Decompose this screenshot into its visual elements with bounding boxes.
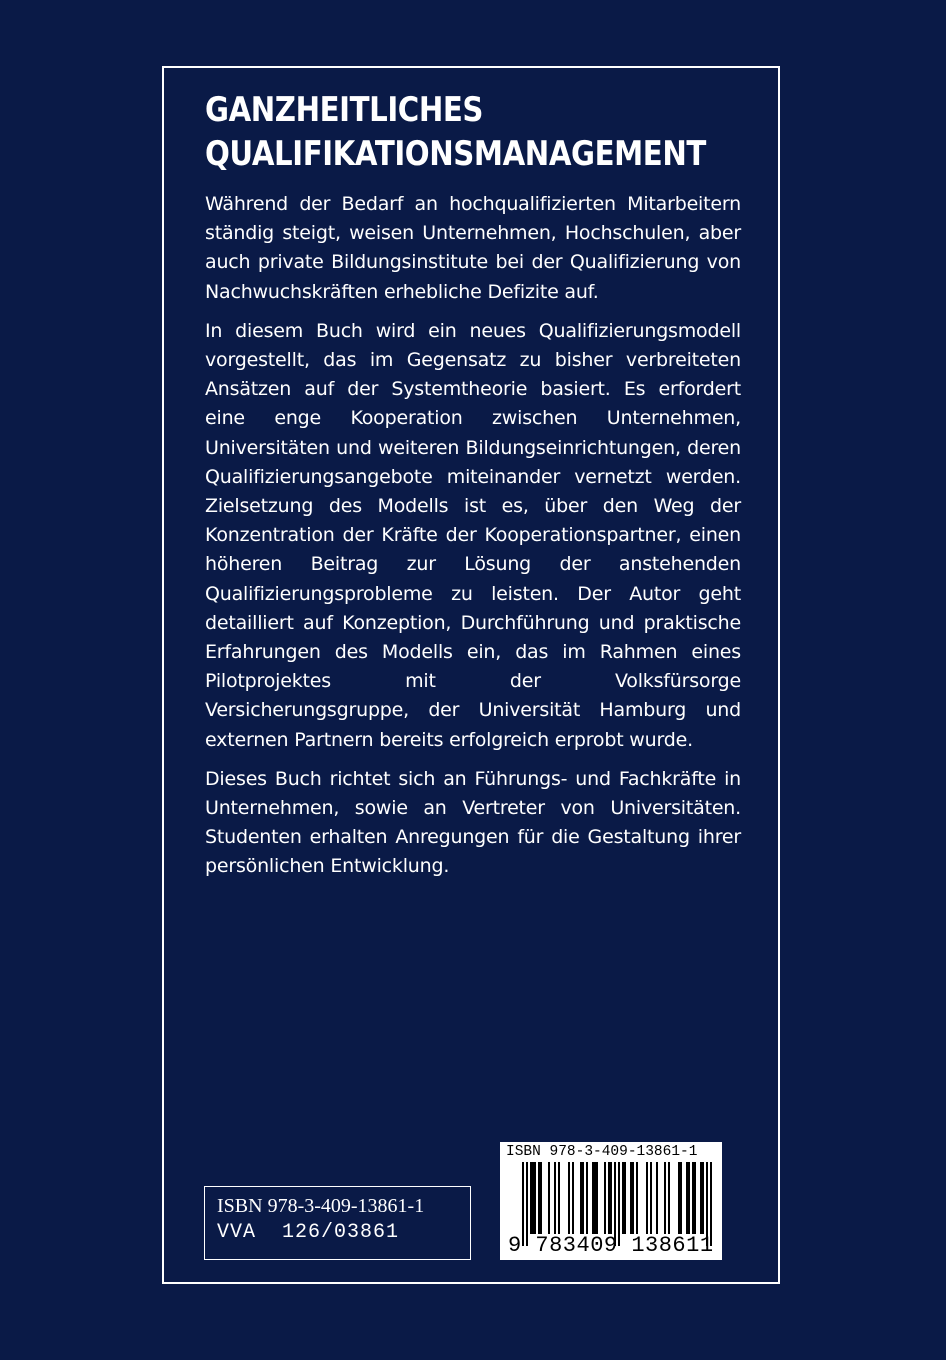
barcode-bar xyxy=(530,1162,532,1234)
barcode-bar xyxy=(572,1162,574,1234)
barcode-bar xyxy=(582,1162,584,1234)
barcode-bar xyxy=(608,1162,610,1234)
blurb-paragraph-3: Dieses Buch richtet sich an Führungs- und Fachkräfte in Unternehmen, sowie an Vertreter von Universitäten. Studenten erhalten Anregungen für die Gestaltung ihrer persönlichen Entwicklung. xyxy=(205,767,741,878)
barcode-bar xyxy=(592,1162,594,1234)
barcode-bar xyxy=(678,1162,680,1234)
vva-number: VVA 126/03861 xyxy=(217,1221,400,1244)
blurb-paragraph-1: Während der Bedarf an hochqualifizierten Mitarbeitern ständig steigt, weisen Unternehmen, Hochschulen, aber auch private Bildungsinstitute bei der Qualifizierung von Nachwuchskräften erhebliche Defizite auf. xyxy=(205,193,741,303)
barcode-bar xyxy=(668,1162,670,1234)
barcode-bar xyxy=(650,1162,652,1234)
barcode-bar xyxy=(594,1162,596,1234)
ean-barcode xyxy=(500,1142,722,1260)
barcode-bar xyxy=(636,1162,638,1234)
blurb xyxy=(205,190,741,892)
barcode-bar xyxy=(548,1162,550,1234)
barcode-bar xyxy=(646,1162,648,1234)
barcode-isbn-label: ISBN 978-3-409-13861-1 xyxy=(506,1144,698,1160)
isbn-text: ISBN 978-3-409-13861-1 xyxy=(217,1195,425,1217)
barcode-bar xyxy=(568,1162,570,1234)
barcode-bar xyxy=(692,1162,694,1234)
barcode-bar xyxy=(558,1162,560,1234)
barcode-bar xyxy=(664,1162,666,1234)
barcode-bar xyxy=(538,1162,540,1234)
barcode-bar xyxy=(686,1162,688,1234)
barcode-bar xyxy=(580,1162,582,1234)
barcode-bar xyxy=(622,1162,624,1234)
barcode-bar xyxy=(610,1162,612,1234)
isbn-info-box xyxy=(204,1186,471,1260)
barcode-digits: 9 783409 138611 xyxy=(508,1233,714,1258)
barcode-bar xyxy=(702,1162,704,1234)
barcode-bar xyxy=(700,1162,702,1234)
barcode-bar xyxy=(624,1162,626,1234)
barcode-bar xyxy=(688,1162,690,1234)
barcode-bar xyxy=(694,1162,696,1234)
title-line-2: QUALIFIKATIONSMANAGEMENT xyxy=(205,134,706,174)
book-title xyxy=(205,88,706,176)
barcode-bar xyxy=(604,1162,606,1234)
barcode-bar xyxy=(586,1162,588,1234)
barcode-bar xyxy=(632,1162,634,1234)
barcode-bar xyxy=(554,1162,556,1234)
barcode-bar xyxy=(630,1162,632,1234)
barcode-bar xyxy=(596,1162,598,1234)
barcode-bar xyxy=(680,1162,682,1234)
blurb-paragraph-2: In diesem Buch wird ein neues Qualifizierungsmodell vorgestellt, das im Gegensatz zu bisher verbreiteten Ansätzen auf der Systemtheorie basiert. Es erfordert eine enge Kooperation zwischen Unternehmen, Universitäten und weiteren Bildungseinrichtungen, deren Qualifizierungsangebote miteinander vernetzt werden. Zielsetzung des Modells ist es, über den Weg der Konzentration der Kräfte der Kooperationspartner, einen höheren Beitrag zur Lösung der anstehenden Qualifizierungsprobleme zu leisten. Der Autor geht detailliert auf Konzeption, Durchführung und praktische Erfahrungen des Modells ein, das im Rahmen eines Pilotprojektes mit der Volksfürsorge Versicherungsgruppe, der Universität Hamburg und externen Partnern bereits erfolgreich erprobt wurde. xyxy=(205,319,741,751)
barcode-bar xyxy=(656,1162,658,1234)
barcode-bar xyxy=(534,1162,536,1234)
barcode-bar xyxy=(532,1162,534,1234)
title-line-1: GANZHEITLICHES xyxy=(205,90,484,130)
barcode-bar xyxy=(540,1162,542,1234)
